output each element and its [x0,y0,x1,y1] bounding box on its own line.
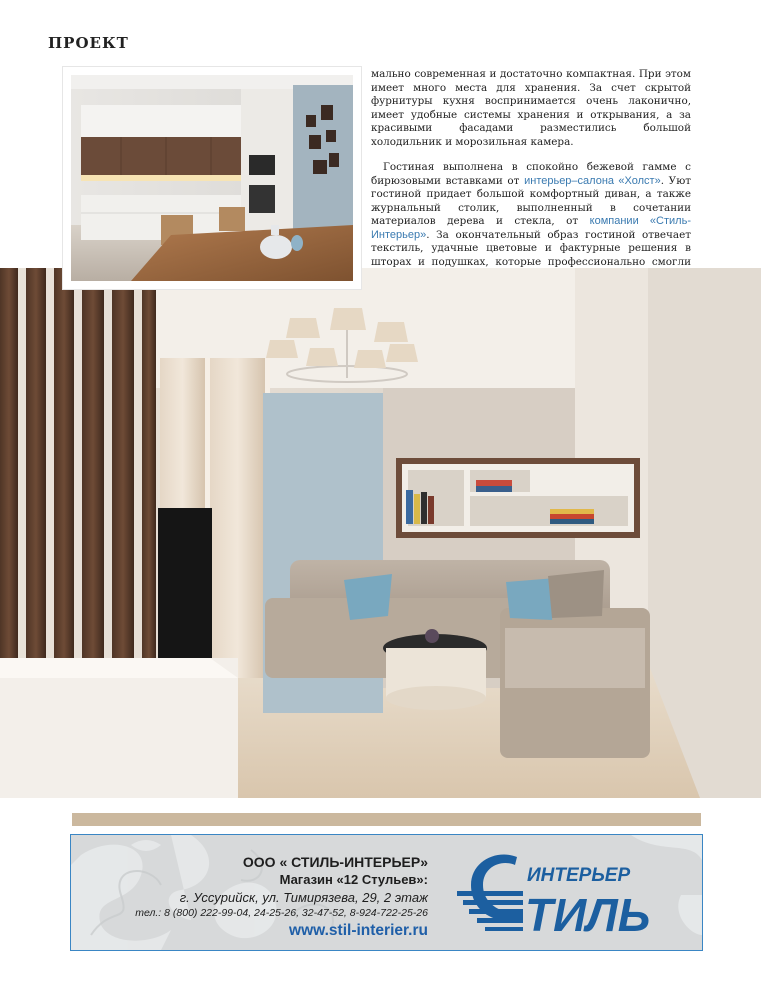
advertisement-block [70,834,703,951]
article-p2-text-b: . Уют гостиной придает большой комфортный диван, а также журнальный столик, выполненный в сочетании материалов дерева и стекла, от [371,174,691,227]
logo-bottom-text: ТИЛЬ [525,889,651,941]
logo-top-text: ИНТЕРЬЕР [527,865,631,886]
article-p2-text-c: . За окончательный образ гостиной отвечает текстиль, удачные цветовые и фактурные решения в шторах и подушках, которые профессионально смогли [371,228,691,268]
article-p2-text-a: Гостиная выполнена в спокойно бежевой гамме с бирюзовыми вставками от [371,161,691,187]
stil-interier-logo [457,843,693,943]
brand-holst: интерьер–салона «Холст» [524,174,661,187]
ad-store-name: Магазин «12 Стульев»: [279,872,428,887]
ad-company-name: ООО « СТИЛЬ-ИНТЕРЬЕР» [242,854,428,870]
article-text [371,68,691,296]
kitchen-photo [71,75,353,281]
ad-website-link[interactable]: www.stil-interier.ru [289,922,428,939]
kitchen-photo-frame [63,67,361,289]
divider-strip [72,813,701,826]
article-paragraph-1: мально современная и достаточно компактная. При этом имеет много места для хранения. За счет скрытой фурнитуры кухня воспринимается очень лаконично, имеет удобные системы хранения и открывания, а за красивыми фасадами разместились большой холодильник и морозильная камера. [371,68,691,148]
ad-phones: тел.: 8 (800) 222-99-04, 24-25-26, 32-47-52, 8-924-722-25-26 [135,907,428,919]
section-label: ПРОЕКТ [48,34,129,52]
living-room-photo [0,268,761,798]
brand-stil-interier: компании «Стиль-Интерьер» [371,215,691,241]
ad-address: г. Уссурийск, ул. Тимирязева, 29, 2 этаж [179,890,428,905]
